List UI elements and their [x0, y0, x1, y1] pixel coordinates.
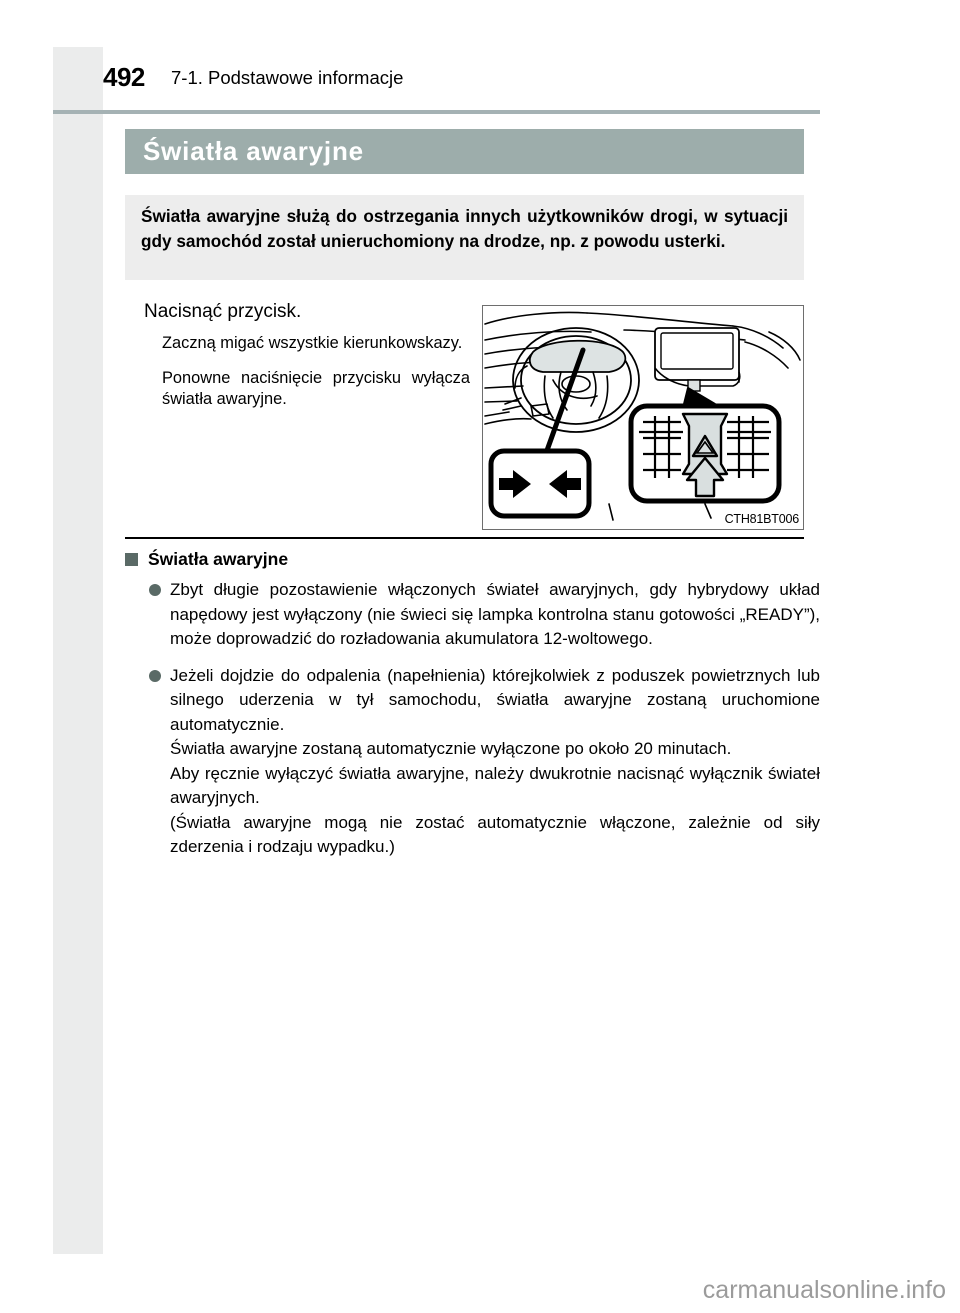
intro-callout-box	[125, 195, 804, 280]
notice-list-item	[149, 664, 820, 860]
left-margin-band	[53, 47, 103, 1254]
square-bullet-icon	[125, 553, 138, 566]
notice-list-item	[149, 578, 820, 652]
instruction-detail-1: Zaczną migać wszystkie kierunkowskazy.	[162, 334, 463, 352]
page-title: Światła awaryjne	[143, 136, 364, 166]
page-number: 492	[103, 62, 145, 92]
hazard-switch-callout	[631, 406, 779, 501]
instruction-step: Nacisnąć przycisk.	[144, 301, 302, 322]
turn-signal-callout	[491, 451, 589, 516]
notice-item-body	[170, 664, 820, 860]
notice-item-body	[170, 578, 820, 652]
page-header	[103, 62, 820, 110]
notice-paragraph: Jeżeli dojdzie do odpalenia (napełnienia) którejkolwiek z poduszek powietrznych lub silnego uderzenia w tył samochodu, światła awaryjne zostaną uruchomione automatycznie.	[170, 665, 820, 734]
notice-paragraph: Zbyt długie pozostawienie włączonych świateł awaryjnych, gdy hybrydowy układ napędowy jest wyłączony (nie świeci się lampka kontrolna stanu gotowości „READY”), może doprowadzić do rozładowania akumulatora 12-woltowego.	[170, 580, 820, 648]
chapter-title-bar	[125, 129, 804, 174]
dashboard-figure-svg	[483, 306, 802, 528]
instruction-detail-2: Ponowne naciśnięcie przycisku wyłącza światła awaryjne.	[162, 368, 470, 408]
figure-caption: CTH81BT006	[724, 512, 799, 526]
notice-paragraph: Światła awaryjne zostaną automatycznie wyłączone po około 20 minutach.	[170, 739, 732, 758]
intro-text: Światła awaryjne służą do ostrzegania innych użytkowników drogi, w sytuacji gdy samochód został unieruchomiony na drodze, np. z powodu usterki.	[141, 206, 788, 251]
notice-divider	[125, 537, 804, 539]
breadcrumb: 7-1. Podstawowe informacje	[171, 67, 404, 88]
notice-paragraph: Aby ręcznie wyłączyć światła awaryjne, należy dwukrotnie nacisnąć wyłącznik świateł awaryjnych.	[170, 763, 820, 807]
instruction-column	[125, 300, 470, 424]
site-watermark: carmanualsonline.info	[702, 1276, 946, 1304]
dashboard-illustration	[482, 305, 804, 530]
multimedia-screen	[655, 328, 740, 391]
notice-heading-text: Światła awaryjne	[148, 549, 289, 569]
header-rule	[53, 110, 820, 114]
notice-section	[125, 549, 820, 872]
dot-bullet-icon	[149, 670, 161, 682]
notice-heading	[125, 549, 820, 569]
dot-bullet-icon	[149, 584, 161, 596]
notice-paragraph: (Światła awaryjne mogą nie zostać automatycznie włączone, zależnie od siły zderzenia i rodzaju wypadku.)	[170, 812, 820, 856]
